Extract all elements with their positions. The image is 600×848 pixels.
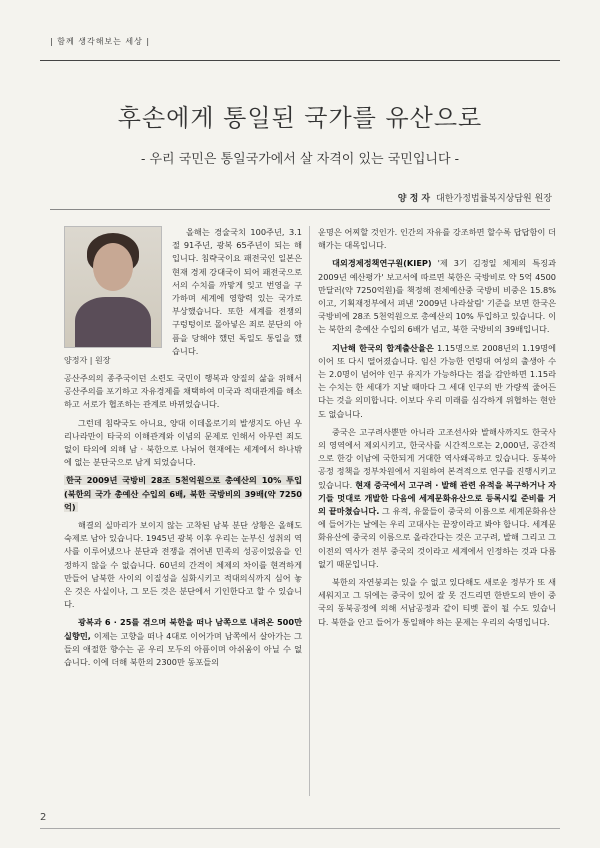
paragraph: 올해는 경술국치 100주년, 3.1절 91주년, 광복 65주년이 되는 해입니다. 침략국이요 패전국인 일본은 현재 경제 강대국이 되어 패전국으로서의 수치를 까맣게 잊고 번영을 구가하며 세계에 영향력 있는 국가로 부상했습니다. 또한 세계를 전쟁의 구렁텅이로 몰아넣은 죄로 분단의 아픔을 당해야 했던 독일도 통일을 했습니다.: [172, 227, 302, 356]
paragraph: 그런데 침략국도 아니요, 양대 이데올로기의 발생지도 아닌 우리나라만이 타국의 이해관계와 이념의 문제로 인해서 아무런 죄도 없이 타의에 의해 남 · 북한으로 나뉘어 현재에는 세계에서 하나밖에 없는 분단국으로 남게 되었습니다.: [64, 417, 302, 468]
top-rule: [40, 60, 560, 61]
paragraph-rest: 1.15명으로 2008년의 1.19명에 이어 또 다시 떨어졌습니다. 임신 가능한 연령대 여성의 출생아 수는 2.0명이 넘어야 인구 유지가 가능하다는 점을 감안하면 1.15라는 수치는 한 세대가 지날 때마다 그 세대 인구의 반 가량씩 줄어든다는 것을 의미합니다. 이보다 우리 미래를 심각하게 위협하는 현안도 없습니다.: [318, 342, 556, 419]
paragraph-pre: 중국은 고구려사뿐만 아니라 고조선사와 발해사까지도 한국사의 영역에서 제외시키고, 한국사를 시간적으로는 2,000년, 공간적으로 한강 이남에 국한되게 거대한 역사왜곡하고 있습니다. 동북아공정 정책을 정부차원에서 지원하여 본격적으로 연구를 진행시키고 있습니다.: [318, 426, 556, 490]
article-subtitle: - 우리 국민은 통일국가에서 살 자격이 있는 국민입니다 -: [140, 152, 460, 167]
bold-lead: 대외경제정책연구원(KIEP): [332, 258, 432, 269]
right-column: [318, 226, 556, 634]
section-label: | 함께 생각해보는 세상 |: [50, 37, 151, 46]
article-title: 후손에게 통일된 국가를 유산으로: [117, 104, 483, 132]
bottom-rule: [40, 828, 560, 829]
paragraph: 해결의 실마리가 보이지 않는 고착된 남북 분단 상황은 올해도 숙제로 남아 있습니다. 1945년 광복 이후 우리는 눈부신 성취의 역사를 이루어냈으나 분단과 전쟁을 겪어낸 민족의 성공이었음을 인정하지 않을 수 없습니다. 60년의 간격이 체제의 차이를 현격하게 만들어 남북한 사이의 이질성을 심화시키고 적대의식까지 심어 놓은 것은 사실이나, 그 모든 것은 분단에서 기인한다고 할 수 있습니다.: [64, 520, 302, 610]
paragraph-post: 그 유적, 유물들이 중국의 이름으로 세계문화유산에 들어가는 날에는 우리 고대사는 끝장이라고 봐야 합니다. 세계문화유산에 중국의 이름으로 올라간다는 것은 고구려, 발해 그리고 그 이전의 역사가 전부 중국의 것이라고 세계에서 인정하는 것과 다름없기 때문입니다.: [318, 506, 557, 569]
paragraph: [318, 257, 556, 336]
paragraph: [318, 426, 556, 571]
byline: [398, 191, 552, 204]
highlight-box: [64, 474, 302, 514]
paragraph: [318, 342, 556, 421]
paragraph: 공산주의의 종주국이던 소련도 국민이 행복과 양질의 삶을 위해서 공산주의를 포기하고 자유경제를 채택하여 미국과 적대관계를 해소하고 서로가 협조하는 관계로 바뀌었습니다.: [64, 373, 302, 410]
author-photo: [64, 226, 162, 348]
page-number: 2: [40, 812, 47, 823]
paragraph-rest: 이제는 고향을 떠나 4대로 이어가며 남쪽에서 살아가는 그들의 애절한 향수는 곧 우리 모두의 아픔이며 아쉬움이 아닐 수 없습니다. 이에 더해 북한의 2300만 동포들의: [64, 630, 302, 668]
photo-caption: 양정자 | 원장: [64, 356, 111, 365]
left-column: [64, 372, 302, 674]
bold-inline: 현재 중국에서 고구려 · 발해 관련 유적을 복구하거나 자기들 멋대로 개발한 다음에 세계문화유산으로 등록시킬 준비를 거의 끝마쳤습니다.: [318, 479, 556, 517]
column-divider: [309, 226, 310, 796]
bold-lead: 광복과 6 · 25를 겪으며 북한을 떠나 남쪽으로 내려온 500만 실향민,: [64, 617, 302, 641]
left-top-column: [172, 226, 302, 363]
paragraph-rest: '제 3기 김정일 체제의 특징과 2009년 예산평가' 보고서에 따르면 북한은 국방비로 약 5억 4500만달러(약 7250억원)를 책정해 전체예산중 국방비 비중은 15.8%이고, 기획재정부에서 펴낸 '2009년 나라살림' 기준을 보면 한국은 국방비에 28조 5천억원으로 총예산의 10% 투입하고 있습니다. 이는 북한의 총예산 수입의 6배가 넘고, 북한 국방비의 39배입니다.: [318, 258, 556, 335]
paragraph: 북한의 자연붕괴는 있을 수 없고 있다해도 새로운 정부가 또 새 세워지고 그 뒤에는 중국이 있어 잘 못 건드리면 한반도의 반이 중국의 동북공정에 의해 서남공정과 같이 티벳 꼴이 될 수도 있습니다. 북한을 안고 들어가 통일해야 하는 문제는 우리의 숙명입니다.: [318, 577, 556, 627]
author-name: 양 정 자: [397, 194, 431, 204]
paragraph: [64, 616, 302, 669]
highlight-text: 한국 2009년 국방비 28조 5천억원으로 총예산의 10% 투입 (북한의 국가 총예산 수입의 6배, 북한 국방비의 39배(약 7250억): [64, 475, 302, 512]
author-title: 대한가정법률복지상담원 원장: [436, 194, 552, 204]
paragraph: 운명은 어찌할 것인가. 인간의 자유를 강조하면 할수록 답답함이 더해가는 대목입니다.: [318, 227, 556, 251]
mid-rule: [50, 209, 550, 210]
bold-lead: 지난해 한국의 합계출산율은: [332, 342, 434, 353]
